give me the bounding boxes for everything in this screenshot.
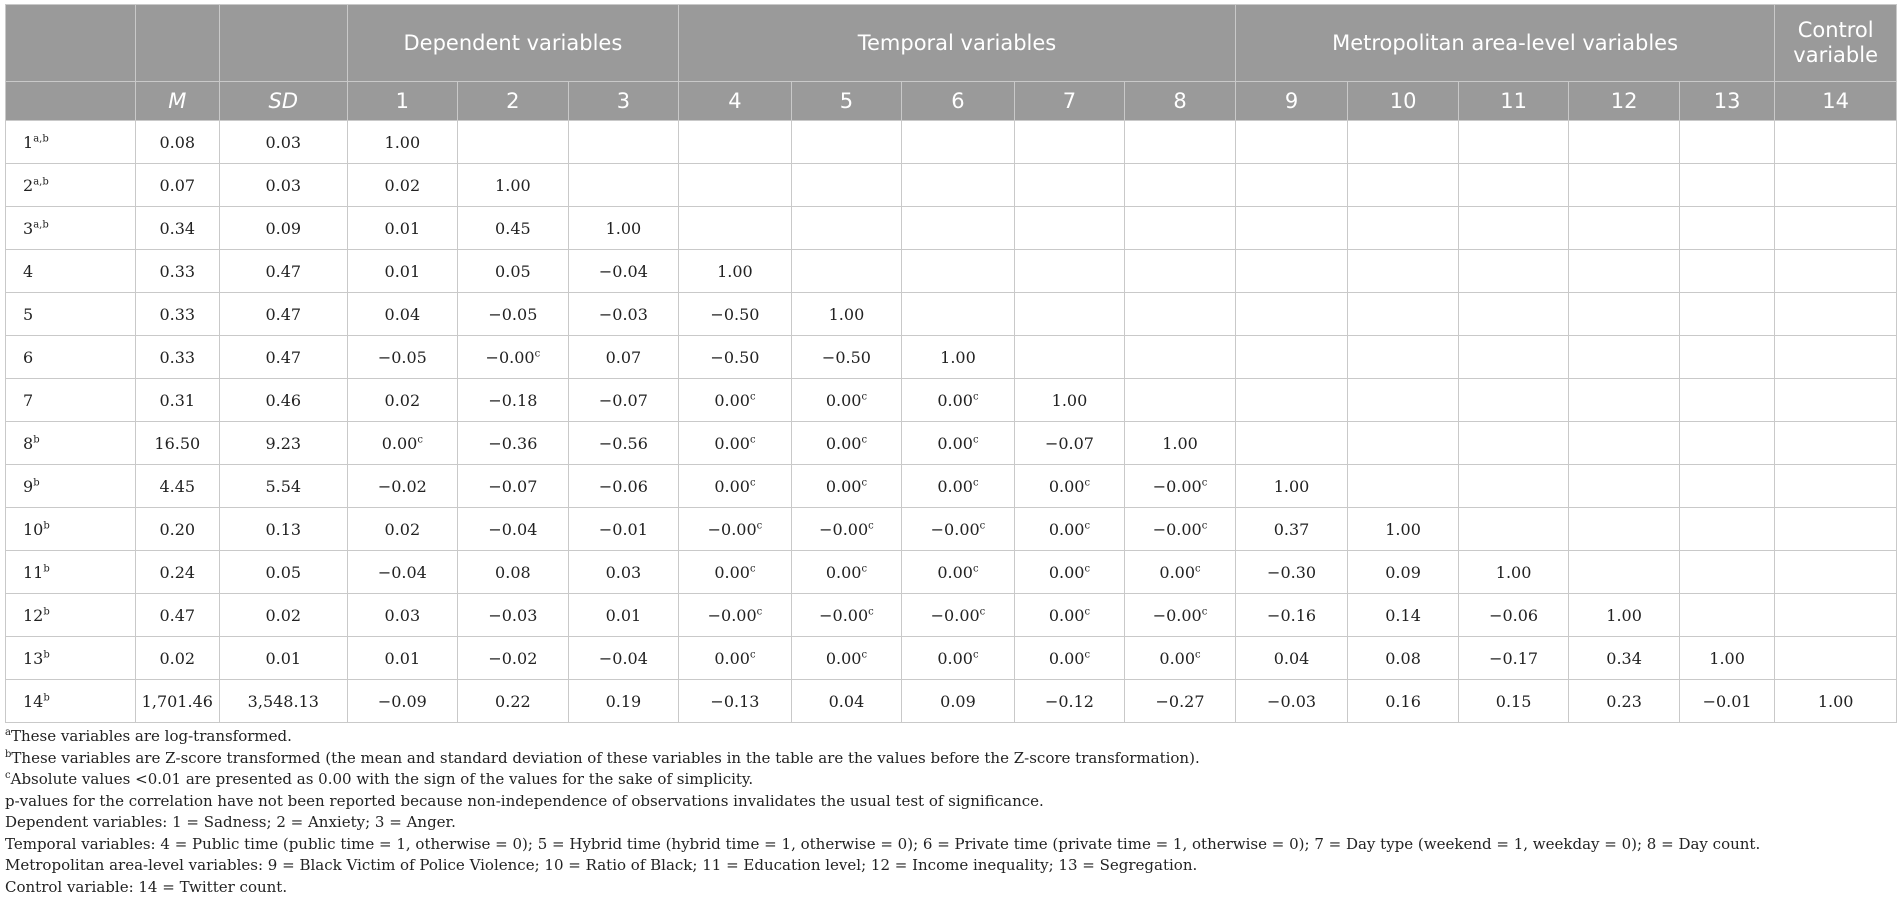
mean-cell: 0.33 <box>135 250 219 293</box>
correlation-cell: −0.06 <box>568 465 679 508</box>
correlation-cell <box>1235 293 1348 336</box>
correlation-cell <box>1775 121 1897 164</box>
mean-cell: 0.07 <box>135 164 219 207</box>
correlation-cell: −0.04 <box>568 250 679 293</box>
column-header-7: 7 <box>1014 82 1125 121</box>
correlation-cell <box>568 164 679 207</box>
correlation-cell <box>1569 121 1680 164</box>
correlation-cell: 0.23 <box>1569 680 1680 723</box>
correlation-cell <box>791 250 902 293</box>
correlation-cell <box>1679 379 1774 422</box>
sd-cell: 5.54 <box>220 465 348 508</box>
row-label: 9$^b$ <box>6 465 136 508</box>
correlation-cell: 0.01 <box>347 637 458 680</box>
row-label: 13$^b$ <box>6 637 136 680</box>
row-label: 6 <box>6 336 136 379</box>
correlation-cell: −0.56 <box>568 422 679 465</box>
correlation-cell <box>1775 164 1897 207</box>
row-label: 14$^b$ <box>6 680 136 723</box>
correlation-cell <box>568 121 679 164</box>
correlation-cell: 0.00$^c$ <box>679 551 792 594</box>
correlation-cell: −0.04 <box>568 637 679 680</box>
correlation-cell: 0.00$^c$ <box>679 465 792 508</box>
correlation-cell <box>679 121 792 164</box>
table-row <box>6 121 1897 164</box>
correlation-cell <box>1125 121 1236 164</box>
correlation-cell: 0.00$^c$ <box>1125 551 1236 594</box>
correlation-cell <box>1775 250 1897 293</box>
correlation-cell <box>1125 379 1236 422</box>
correlation-cell <box>1569 250 1680 293</box>
correlation-cell: −0.00$^c$ <box>1125 508 1236 551</box>
correlation-cell <box>1458 422 1569 465</box>
column-header-10: 10 <box>1348 82 1459 121</box>
correlation-cell: 1.00 <box>902 336 1015 379</box>
correlation-cell <box>1775 551 1897 594</box>
table-row <box>6 508 1897 551</box>
mean-cell: 0.31 <box>135 379 219 422</box>
correlation-cell <box>1458 207 1569 250</box>
correlation-cell <box>1235 379 1348 422</box>
footnote: p-values for the correlation have not been reported because non-independence of observations invalidates the usual test of significance. <box>5 791 1044 810</box>
mean-cell: 0.08 <box>135 121 219 164</box>
correlation-cell <box>1775 293 1897 336</box>
group-header-row <box>6 5 1897 82</box>
correlation-cell: 0.00$^c$ <box>791 551 902 594</box>
column-header-sd: SD <box>220 82 348 121</box>
correlation-cell: 1.00 <box>1458 551 1569 594</box>
correlation-cell <box>1775 508 1897 551</box>
mean-cell: 0.34 <box>135 207 219 250</box>
correlation-cell <box>1014 250 1125 293</box>
mean-cell: 4.45 <box>135 465 219 508</box>
table-footnotes <box>5 726 1895 898</box>
correlation-cell: 0.16 <box>1348 680 1459 723</box>
column-header-6: 6 <box>902 82 1015 121</box>
correlation-cell: −0.00$^c$ <box>1125 465 1236 508</box>
correlation-cell <box>1348 422 1459 465</box>
correlation-cell: 0.00$^c$ <box>1125 637 1236 680</box>
correlation-cell <box>902 250 1015 293</box>
correlation-cell: 1.00 <box>568 207 679 250</box>
correlation-cell: −0.50 <box>679 293 792 336</box>
correlation-cell <box>1569 336 1680 379</box>
correlation-cell: −0.00$^c$ <box>1125 594 1236 637</box>
correlation-cell <box>1348 379 1459 422</box>
correlation-cell: 0.00$^c$ <box>902 422 1015 465</box>
sd-cell: 3,548.13 <box>220 680 348 723</box>
column-header-13: 13 <box>1679 82 1774 121</box>
correlation-cell <box>1348 465 1459 508</box>
correlation-cell: 0.00$^c$ <box>902 379 1015 422</box>
column-header-9: 9 <box>1235 82 1348 121</box>
correlation-cell <box>1569 551 1680 594</box>
correlation-cell: 0.02 <box>347 164 458 207</box>
correlation-cell <box>1775 336 1897 379</box>
correlation-cell: 0.02 <box>347 379 458 422</box>
correlation-cell: 0.00$^c$ <box>902 465 1015 508</box>
correlation-cell: 0.08 <box>1348 637 1459 680</box>
correlation-cell <box>1014 336 1125 379</box>
correlation-cell <box>1458 121 1569 164</box>
row-label: 10$^b$ <box>6 508 136 551</box>
correlation-cell <box>1235 121 1348 164</box>
correlation-cell: 0.00$^c$ <box>679 379 792 422</box>
table-row <box>6 293 1897 336</box>
correlation-cell <box>679 164 792 207</box>
column-header-8: 8 <box>1125 82 1236 121</box>
row-label: 5 <box>6 293 136 336</box>
correlation-cell: 0.22 <box>458 680 569 723</box>
column-header-14: 14 <box>1775 82 1897 121</box>
correlation-cell <box>1775 422 1897 465</box>
correlation-cell <box>1125 336 1236 379</box>
correlation-cell <box>1348 293 1459 336</box>
correlation-cell <box>791 207 902 250</box>
correlation-cell: 0.00$^c$ <box>791 379 902 422</box>
correlation-cell <box>1569 379 1680 422</box>
correlation-cell <box>902 207 1015 250</box>
correlation-cell: 1.00 <box>1775 680 1897 723</box>
correlation-cell: −0.16 <box>1235 594 1348 637</box>
correlation-cell: 0.19 <box>568 680 679 723</box>
table-row <box>6 594 1897 637</box>
correlation-cell: −0.07 <box>568 379 679 422</box>
correlation-cell: 0.09 <box>1348 551 1459 594</box>
correlation-cell <box>1458 379 1569 422</box>
mean-cell: 1,701.46 <box>135 680 219 723</box>
correlation-cell: −0.27 <box>1125 680 1236 723</box>
sd-cell: 0.01 <box>220 637 348 680</box>
mean-cell: 0.02 <box>135 637 219 680</box>
correlation-cell <box>1348 250 1459 293</box>
table-row <box>6 336 1897 379</box>
correlation-cell: 0.00$^c$ <box>1014 508 1125 551</box>
correlation-cell <box>1458 465 1569 508</box>
correlation-cell <box>1569 293 1680 336</box>
correlation-cell: 0.03 <box>347 594 458 637</box>
correlation-cell: 0.14 <box>1348 594 1459 637</box>
correlation-cell <box>1125 207 1236 250</box>
correlation-cell: 1.00 <box>1125 422 1236 465</box>
correlation-cell: 1.00 <box>679 250 792 293</box>
correlation-cell: −0.04 <box>458 508 569 551</box>
mean-cell: 0.33 <box>135 293 219 336</box>
correlation-cell <box>1458 250 1569 293</box>
correlation-cell: 0.00$^c$ <box>902 637 1015 680</box>
correlation-cell <box>1014 293 1125 336</box>
correlation-cell: 1.00 <box>1569 594 1680 637</box>
correlation-cell <box>1569 422 1680 465</box>
correlation-cell <box>1458 508 1569 551</box>
correlation-cell <box>1775 594 1897 637</box>
row-label: 11$^b$ <box>6 551 136 594</box>
footnote: $^c$Absolute values <0.01 are presented as 0.00 with the sign of the values for the sake of simplicity. <box>5 770 754 788</box>
correlation-cell: −0.05 <box>458 293 569 336</box>
correlation-cell: −0.01 <box>568 508 679 551</box>
correlation-cell: 0.09 <box>902 680 1015 723</box>
correlation-cell <box>1679 508 1774 551</box>
correlation-cell <box>1775 637 1897 680</box>
correlation-cell <box>1679 207 1774 250</box>
correlation-cell: −0.03 <box>1235 680 1348 723</box>
correlation-cell: 1.00 <box>1014 379 1125 422</box>
correlation-cell <box>1458 336 1569 379</box>
column-header-12: 12 <box>1569 82 1680 121</box>
correlation-cell <box>1679 594 1774 637</box>
correlation-cell: 0.00$^c$ <box>347 422 458 465</box>
mean-cell: 0.47 <box>135 594 219 637</box>
correlation-cell: −0.00$^c$ <box>902 594 1015 637</box>
mean-cell: 16.50 <box>135 422 219 465</box>
correlation-cell: 0.00$^c$ <box>1014 551 1125 594</box>
correlation-cell <box>1569 465 1680 508</box>
sd-cell: 0.47 <box>220 293 348 336</box>
table-row <box>6 379 1897 422</box>
correlation-cell: −0.18 <box>458 379 569 422</box>
correlation-cell <box>1679 164 1774 207</box>
correlation-cell <box>1679 336 1774 379</box>
sd-cell: 0.47 <box>220 250 348 293</box>
table-row <box>6 551 1897 594</box>
correlation-cell: 1.00 <box>1348 508 1459 551</box>
correlation-cell: 0.00$^c$ <box>902 551 1015 594</box>
sd-cell: 0.09 <box>220 207 348 250</box>
mean-cell: 0.20 <box>135 508 219 551</box>
correlation-cell: 0.00$^c$ <box>679 637 792 680</box>
correlation-cell: −0.36 <box>458 422 569 465</box>
table-row <box>6 637 1897 680</box>
correlation-cell: −0.50 <box>791 336 902 379</box>
table-row <box>6 680 1897 723</box>
row-label: 12$^b$ <box>6 594 136 637</box>
header-blank-cell <box>135 5 219 82</box>
correlation-cell: 0.02 <box>347 508 458 551</box>
correlation-cell: 0.37 <box>1235 508 1348 551</box>
correlation-cell: 0.04 <box>347 293 458 336</box>
correlation-cell: −0.17 <box>1458 637 1569 680</box>
correlation-cell: −0.00$^c$ <box>902 508 1015 551</box>
correlation-cell: 0.00$^c$ <box>1014 637 1125 680</box>
correlation-cell: 0.00$^c$ <box>791 637 902 680</box>
correlation-cell: 0.00$^c$ <box>791 422 902 465</box>
mean-cell: 0.24 <box>135 551 219 594</box>
correlation-cell: −0.06 <box>1458 594 1569 637</box>
correlation-cell: 0.01 <box>347 250 458 293</box>
footnote: Dependent variables: 1 = Sadness; 2 = Anxiety; 3 = Anger. <box>5 813 456 831</box>
correlation-cell: 1.00 <box>791 293 902 336</box>
correlation-cell <box>1458 164 1569 207</box>
correlation-cell: 1.00 <box>458 164 569 207</box>
footnote: Metropolitan area-level variables: 9 = Black Victim of Police Violence; 10 = Ratio of Black; 11 = Education level; 12 = Income inequality; 13 = Segregation. <box>5 856 1198 874</box>
correlation-cell: 0.45 <box>458 207 569 250</box>
correlation-cell <box>1775 379 1897 422</box>
column-header-2: 2 <box>458 82 569 121</box>
correlation-cell: −0.07 <box>458 465 569 508</box>
correlation-cell: −0.30 <box>1235 551 1348 594</box>
correlation-cell: 0.00$^c$ <box>791 465 902 508</box>
correlation-cell: −0.02 <box>347 465 458 508</box>
correlation-cell <box>1235 250 1348 293</box>
correlation-cell <box>1014 207 1125 250</box>
row-label: 1$^{a,b}$ <box>6 121 136 164</box>
correlation-cell <box>1235 207 1348 250</box>
row-label: 7 <box>6 379 136 422</box>
correlation-cell: −0.00$^c$ <box>458 336 569 379</box>
column-header-row <box>6 82 1897 121</box>
correlation-cell <box>1679 121 1774 164</box>
correlation-cell: 0.03 <box>568 551 679 594</box>
correlation-cell <box>1679 551 1774 594</box>
metropolitan-variables-header: Metropolitan area-level variables <box>1235 5 1775 82</box>
correlation-cell <box>1569 164 1680 207</box>
sd-cell: 0.13 <box>220 508 348 551</box>
correlation-cell: −0.12 <box>1014 680 1125 723</box>
correlation-cell <box>791 164 902 207</box>
sd-cell: 0.47 <box>220 336 348 379</box>
footnote: Control variable: 14 = Twitter count. <box>5 877 288 896</box>
column-header-4: 4 <box>679 82 792 121</box>
correlation-cell <box>1235 336 1348 379</box>
footnote: $^a$These variables are log-transformed. <box>5 727 292 745</box>
table-row <box>6 250 1897 293</box>
correlation-cell: 1.00 <box>347 121 458 164</box>
dependent-variables-header: Dependent variables <box>347 5 679 82</box>
correlation-cell <box>1679 293 1774 336</box>
correlation-cell: 0.08 <box>458 551 569 594</box>
table-row <box>6 164 1897 207</box>
column-header-m: M <box>135 82 219 121</box>
correlation-cell <box>1348 336 1459 379</box>
correlation-cell: −0.00$^c$ <box>679 594 792 637</box>
correlation-cell <box>1235 422 1348 465</box>
table-row <box>6 207 1897 250</box>
correlation-cell <box>1679 422 1774 465</box>
sd-cell: 0.03 <box>220 164 348 207</box>
correlation-cell <box>679 207 792 250</box>
correlation-cell: 0.04 <box>791 680 902 723</box>
correlation-cell <box>1348 164 1459 207</box>
table-row <box>6 422 1897 465</box>
correlation-cell: 0.01 <box>568 594 679 637</box>
correlation-cell: 0.04 <box>1235 637 1348 680</box>
correlation-cell <box>1348 207 1459 250</box>
correlation-cell <box>1775 207 1897 250</box>
correlation-cell: 0.00$^c$ <box>679 422 792 465</box>
correlation-cell: −0.03 <box>568 293 679 336</box>
correlation-cell <box>1014 164 1125 207</box>
temporal-variables-header: Temporal variables <box>679 5 1236 82</box>
row-label: 4 <box>6 250 136 293</box>
correlation-cell <box>902 164 1015 207</box>
correlation-cell <box>1569 207 1680 250</box>
correlation-cell <box>1458 293 1569 336</box>
header-blank-cell <box>6 82 136 121</box>
correlation-cell: −0.13 <box>679 680 792 723</box>
correlation-cell: −0.02 <box>458 637 569 680</box>
row-label: 8$^b$ <box>6 422 136 465</box>
row-label: 2$^{a,b}$ <box>6 164 136 207</box>
correlation-cell <box>1569 508 1680 551</box>
correlation-cell: 0.05 <box>458 250 569 293</box>
correlation-cell: −0.00$^c$ <box>791 594 902 637</box>
correlation-cell: 0.00$^c$ <box>1014 465 1125 508</box>
column-header-5: 5 <box>791 82 902 121</box>
correlation-cell <box>458 121 569 164</box>
sd-cell: 0.05 <box>220 551 348 594</box>
correlation-cell <box>1679 465 1774 508</box>
correlation-cell: −0.00$^c$ <box>791 508 902 551</box>
correlation-cell: −0.00$^c$ <box>679 508 792 551</box>
row-label: 3$^{a,b}$ <box>6 207 136 250</box>
correlation-cell: −0.05 <box>347 336 458 379</box>
correlation-cell <box>1348 121 1459 164</box>
correlation-cell: 0.01 <box>347 207 458 250</box>
correlation-cell: −0.03 <box>458 594 569 637</box>
correlation-cell: 0.00$^c$ <box>1014 594 1125 637</box>
correlation-cell <box>1125 164 1236 207</box>
correlation-cell <box>791 121 902 164</box>
correlation-cell: −0.01 <box>1679 680 1774 723</box>
correlation-cell: −0.09 <box>347 680 458 723</box>
correlation-cell: 0.34 <box>1569 637 1680 680</box>
footnote: $^b$These variables are Z-score transformed (the mean and standard deviation of these variables in the table are the values before the Z-score transformation). <box>5 748 1200 767</box>
correlation-cell: −0.07 <box>1014 422 1125 465</box>
column-header-3: 3 <box>568 82 679 121</box>
table-row <box>6 465 1897 508</box>
correlation-cell <box>1679 250 1774 293</box>
sd-cell: 9.23 <box>220 422 348 465</box>
correlation-cell <box>1775 465 1897 508</box>
correlation-table <box>5 4 1897 723</box>
sd-cell: 0.02 <box>220 594 348 637</box>
correlation-cell <box>1014 121 1125 164</box>
footnote: Temporal variables: 4 = Public time (public time = 1, otherwise = 0); 5 = Hybrid time (hybrid time = 1, otherwise = 0); 6 = Private time (private time = 1, otherwise = 0); 7 = Day type (weekend = 1, weekday = 0); 8 = Day count. <box>5 834 1761 853</box>
correlation-cell: 1.00 <box>1679 637 1774 680</box>
column-header-11: 11 <box>1458 82 1569 121</box>
correlation-cell: 0.15 <box>1458 680 1569 723</box>
header-blank-cell <box>220 5 348 82</box>
correlation-cell: 1.00 <box>1235 465 1348 508</box>
correlation-cell: −0.04 <box>347 551 458 594</box>
correlation-cell: −0.50 <box>679 336 792 379</box>
sd-cell: 0.46 <box>220 379 348 422</box>
correlation-cell <box>1125 293 1236 336</box>
mean-cell: 0.33 <box>135 336 219 379</box>
sd-cell: 0.03 <box>220 121 348 164</box>
correlation-cell: 0.07 <box>568 336 679 379</box>
column-header-1: 1 <box>347 82 458 121</box>
correlation-cell <box>1125 250 1236 293</box>
control-variable-header: Control variable <box>1775 5 1897 82</box>
correlation-cell <box>1235 164 1348 207</box>
correlation-cell <box>902 293 1015 336</box>
correlation-cell <box>902 121 1015 164</box>
header-blank-cell <box>6 5 136 82</box>
